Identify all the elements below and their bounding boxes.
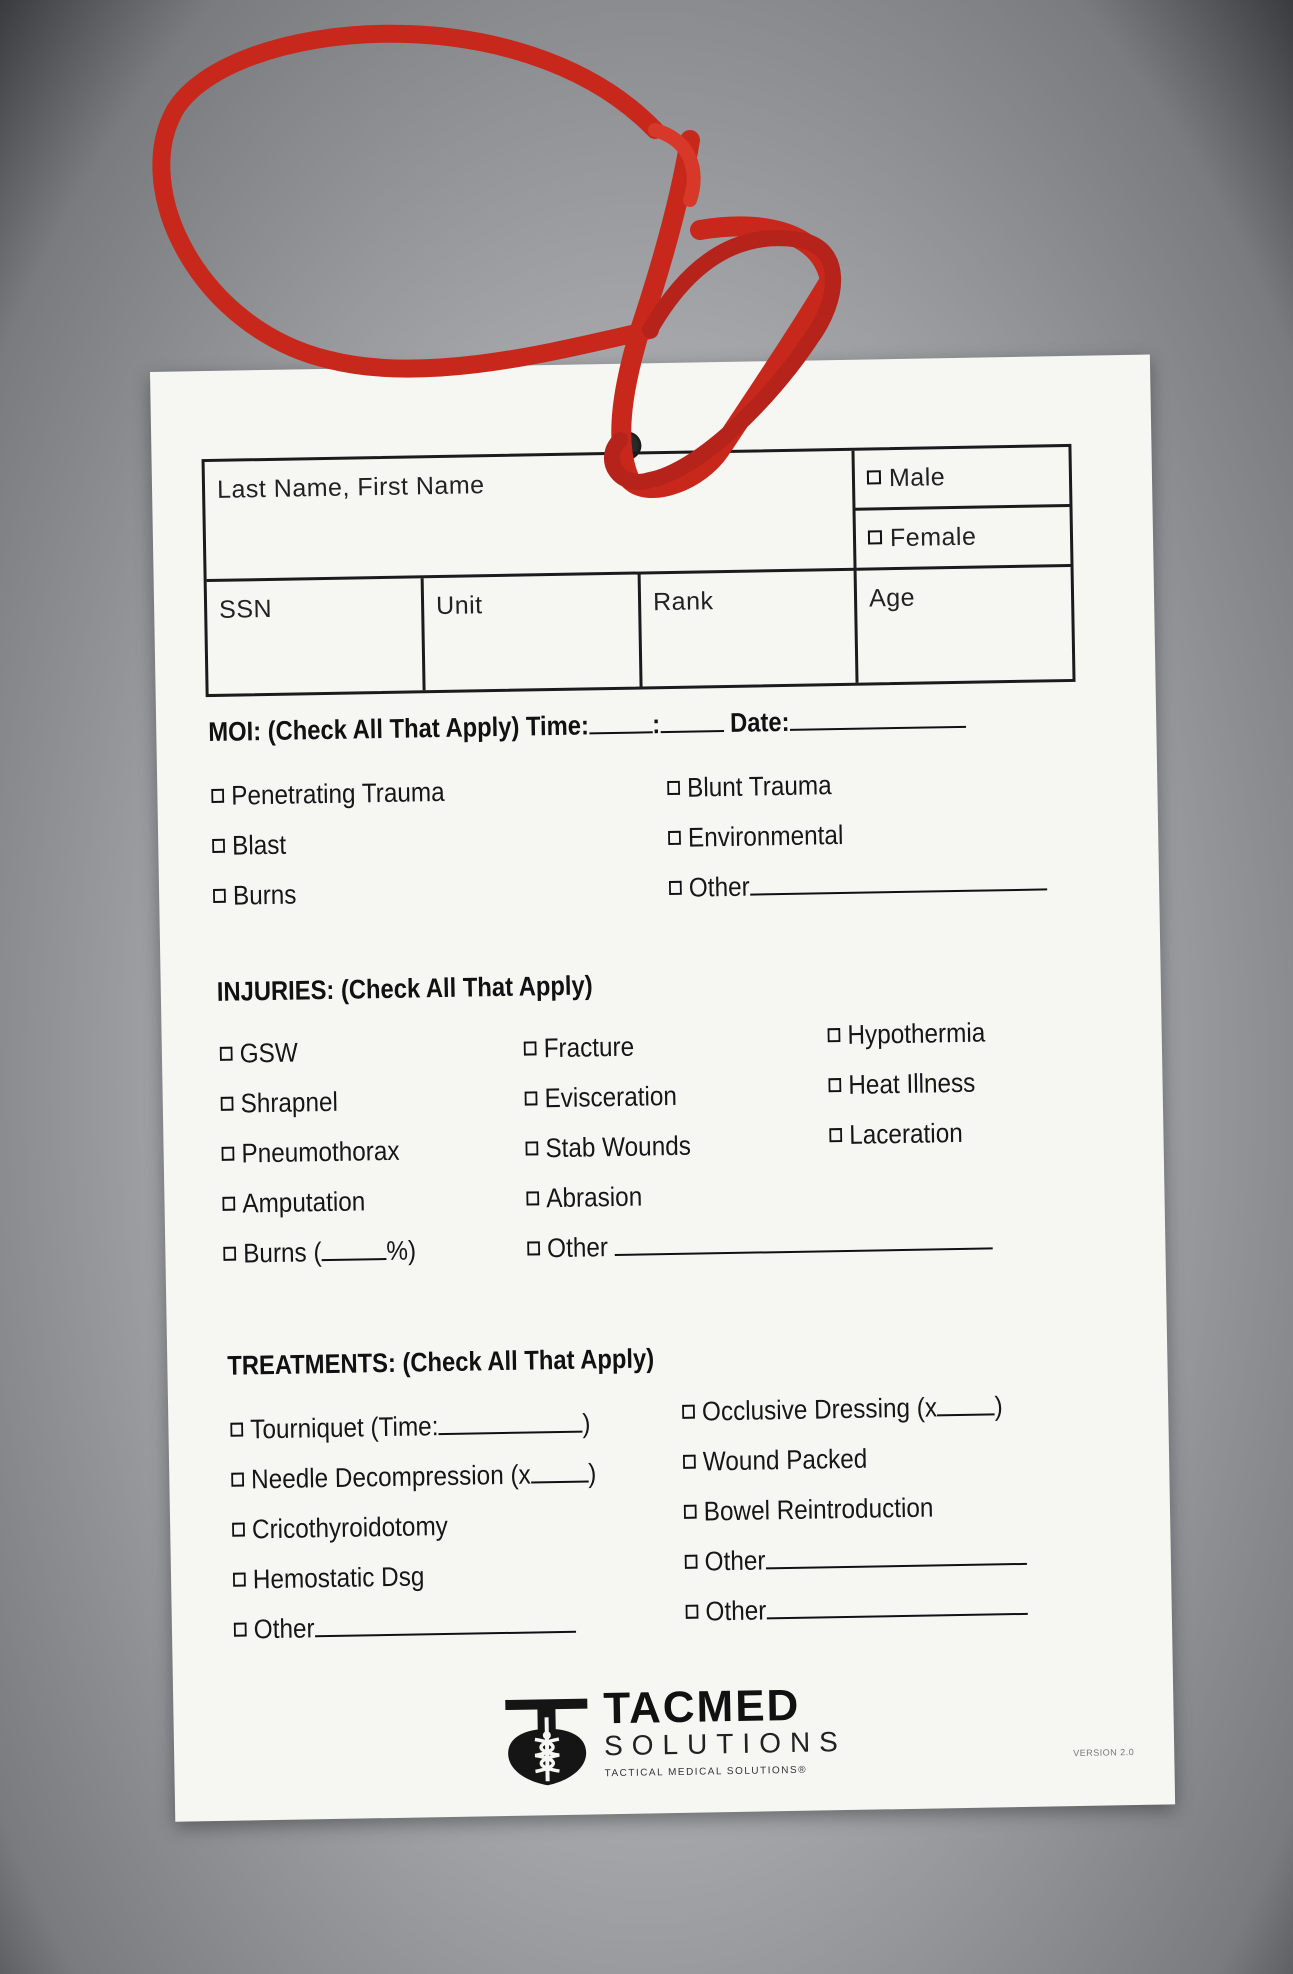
checkbox-icon[interactable] (222, 1197, 235, 1211)
treatment-cricothyroidotomy[interactable] (232, 1511, 448, 1546)
checkbox-icon[interactable] (669, 881, 682, 895)
injury-gsw-label: GSW (239, 1037, 299, 1069)
version-label: VERSION 2.0 (1073, 1747, 1135, 1759)
checkbox-icon[interactable] (223, 1247, 236, 1261)
checkbox-icon[interactable] (686, 1604, 699, 1618)
injury-evisceration-label: Evisceration (544, 1080, 678, 1114)
injury-evisceration[interactable] (524, 1081, 677, 1115)
treatment-other-right-1[interactable] (685, 1541, 1027, 1578)
checkbox-icon[interactable] (213, 889, 226, 903)
checkbox-icon[interactable] (221, 1097, 234, 1111)
checkbox-icon[interactable] (525, 1141, 538, 1155)
female-option[interactable] (856, 507, 1071, 571)
treatment-needle-label: Needle Decompression (x (250, 1459, 531, 1495)
checkbox-icon[interactable] (684, 1505, 697, 1519)
injury-abrasion[interactable] (526, 1182, 642, 1215)
rank-label: Rank (652, 587, 714, 617)
moi-environmental-label: Environmental (687, 819, 844, 853)
male-label: Male (888, 463, 946, 493)
injury-amputation-label: Amputation (242, 1186, 366, 1219)
checkbox-icon[interactable] (212, 839, 225, 853)
moi-title-row (208, 704, 966, 748)
checkbox-icon[interactable] (668, 831, 681, 845)
checkbox-icon[interactable] (230, 1422, 243, 1436)
injury-abrasion-label: Abrasion (546, 1181, 643, 1214)
moi-blunt-label: Blunt Trauma (686, 770, 832, 803)
injury-heat-illness-label: Heat Illness (848, 1067, 976, 1100)
female-label: Female (889, 522, 977, 553)
ssn-field[interactable] (207, 578, 426, 694)
treatment-bowel-reintroduction[interactable] (684, 1493, 934, 1528)
brand-subtitle: SOLUTIONS (603, 1726, 848, 1762)
treatment-other-right-2-label: Other (705, 1595, 767, 1627)
moi-other-blank[interactable] (749, 866, 1046, 895)
treatment-other-left-label: Other (253, 1613, 315, 1645)
checkbox-icon[interactable] (234, 1622, 247, 1636)
needle-close-paren: ) (588, 1458, 597, 1489)
checkbox-icon[interactable] (868, 531, 882, 545)
injury-laceration-label: Laceration (848, 1117, 963, 1150)
treatment-other-left-blank[interactable] (314, 1609, 575, 1638)
moi-environmental[interactable] (668, 820, 844, 854)
checkbox-icon[interactable] (233, 1572, 246, 1586)
age-label: Age (868, 583, 916, 613)
moi-blast-label: Blast (231, 829, 287, 861)
treatment-tourniquet-label: Tourniquet (Time: (250, 1411, 439, 1445)
moi-other-label: Other (688, 871, 750, 903)
injury-stab-wounds[interactable] (525, 1131, 691, 1165)
injury-fracture-label: Fracture (543, 1031, 635, 1064)
injury-burns[interactable] (223, 1235, 416, 1269)
checkbox-icon[interactable] (829, 1128, 842, 1142)
ssn-label: SSN (218, 594, 273, 624)
treatment-wound-packed[interactable] (683, 1444, 868, 1478)
injury-other-blank[interactable] (614, 1225, 992, 1256)
injury-hypothermia[interactable] (827, 1018, 985, 1052)
treatment-other-right-1-label: Other (704, 1545, 766, 1577)
date-blank[interactable] (789, 704, 965, 731)
injury-gsw[interactable] (220, 1038, 298, 1070)
name-label: Last Name, First Name (216, 471, 485, 504)
moi-other[interactable] (669, 866, 1047, 904)
injury-heat-illness[interactable] (828, 1068, 975, 1102)
checkbox-icon[interactable] (525, 1091, 538, 1105)
checkbox-icon[interactable] (867, 471, 881, 485)
casualty-card (150, 355, 1175, 1822)
moi-title: MOI: (Check All That Apply) Time: (208, 710, 590, 748)
injury-amputation[interactable] (222, 1186, 365, 1219)
injury-stab-wounds-label: Stab Wounds (545, 1130, 692, 1164)
time-minutes-blank[interactable] (660, 708, 724, 733)
checkbox-icon[interactable] (232, 1522, 245, 1536)
moi-penetrating-label: Penetrating Trauma (230, 776, 445, 811)
treatment-hemostatic-label: Hemostatic Dsg (252, 1561, 425, 1595)
treatment-other-right-1-blank[interactable] (765, 1541, 1026, 1570)
injury-burns-label: Burns ( (242, 1237, 322, 1269)
occlusive-count-blank[interactable] (937, 1391, 995, 1416)
treatment-other-right-2-blank[interactable] (766, 1591, 1027, 1620)
checkbox-icon[interactable] (667, 781, 680, 795)
brand-tagline: TACTICAL MEDICAL SOLUTIONS® (604, 1764, 808, 1780)
moi-burns[interactable] (213, 880, 297, 912)
checkbox-icon[interactable] (685, 1555, 698, 1569)
treatment-tourniquet[interactable] (230, 1408, 591, 1445)
treatment-hemostatic-dsg[interactable] (233, 1561, 425, 1595)
tourniquet-time-blank[interactable] (438, 1409, 582, 1436)
injury-laceration[interactable] (829, 1118, 963, 1151)
moi-penetrating[interactable] (211, 777, 445, 812)
treatments-title: TREATMENTS: (Check All That Apply) (227, 1343, 655, 1381)
moi-blunt[interactable] (667, 770, 832, 804)
checkbox-icon[interactable] (524, 1041, 537, 1055)
age-field[interactable] (857, 567, 1073, 683)
time-separator: : (651, 709, 661, 740)
rank-field[interactable] (641, 571, 859, 687)
checkbox-icon[interactable] (222, 1147, 235, 1161)
treatment-other-right-2[interactable] (685, 1591, 1027, 1628)
burns-percent-blank[interactable] (321, 1236, 386, 1261)
caduceus-shield-logo-icon (503, 1695, 591, 1793)
moi-blast[interactable] (212, 830, 286, 862)
treatment-needle-decompression[interactable] (231, 1458, 597, 1495)
injury-other[interactable] (527, 1225, 993, 1264)
checkbox-icon[interactable] (220, 1047, 233, 1061)
brand-block (603, 1680, 847, 1779)
injuries-title: INJURIES: (Check All That Apply) (216, 970, 593, 1007)
tourniquet-close-paren: ) (582, 1408, 591, 1439)
injury-shrapnel-label: Shrapnel (240, 1086, 339, 1119)
patient-info-grid (202, 444, 1076, 697)
checkbox-icon[interactable] (231, 1472, 244, 1486)
checkbox-icon[interactable] (683, 1455, 696, 1469)
male-option[interactable] (854, 447, 1069, 511)
injury-hypothermia-label: Hypothermia (847, 1017, 986, 1050)
needle-count-blank[interactable] (530, 1459, 588, 1484)
checkbox-icon[interactable] (682, 1405, 695, 1419)
checkbox-icon[interactable] (828, 1078, 841, 1092)
injury-other-label: Other (546, 1232, 609, 1264)
treatment-cricothyroidotomy-label: Cricothyroidotomy (251, 1510, 449, 1545)
treatment-occlusive-label: Occlusive Dressing (x (701, 1392, 938, 1427)
brand-title: TACMED (602, 1680, 801, 1734)
unit-field[interactable] (424, 574, 643, 690)
injury-pneumothorax-label: Pneumothorax (241, 1135, 400, 1169)
injury-fracture[interactable] (524, 1032, 635, 1065)
checkbox-icon[interactable] (211, 789, 224, 803)
occlusive-close-paren: ) (994, 1391, 1003, 1422)
injury-pneumothorax[interactable] (221, 1136, 399, 1170)
burns-percent-suffix: %) (386, 1235, 417, 1267)
name-field[interactable] (205, 451, 857, 582)
checkbox-icon[interactable] (828, 1028, 841, 1042)
treatment-wound-packed-label: Wound Packed (702, 1443, 868, 1477)
date-label: Date: (729, 706, 790, 738)
treatment-bowel-label: Bowel Reintroduction (703, 1492, 934, 1527)
unit-label: Unit (435, 591, 483, 621)
treatment-other-left[interactable] (234, 1609, 576, 1646)
treatment-occlusive-dressing[interactable] (682, 1391, 1003, 1428)
injury-shrapnel[interactable] (221, 1087, 339, 1120)
checkbox-icon[interactable] (526, 1191, 539, 1205)
moi-burns-label: Burns (232, 879, 297, 911)
time-hours-blank[interactable] (589, 709, 653, 734)
checkbox-icon[interactable] (527, 1241, 540, 1255)
